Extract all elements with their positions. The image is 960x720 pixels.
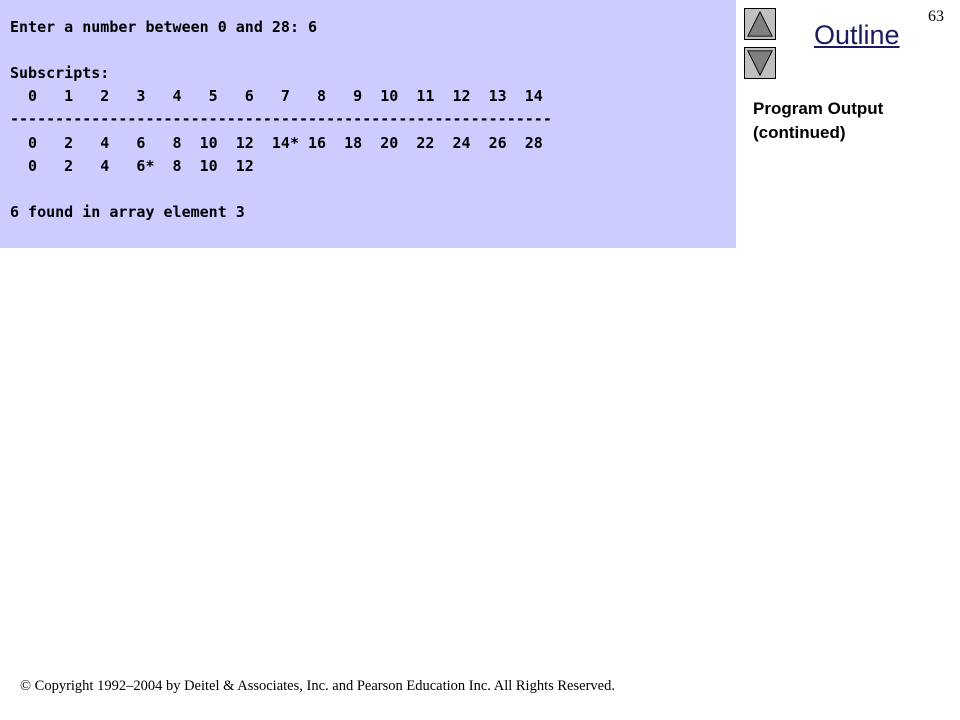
outline-link[interactable]: Outline: [814, 20, 900, 50]
triangle-down-icon: [745, 48, 775, 78]
console-line-result: 6 found in array element 3: [10, 203, 245, 221]
program-output-panel: [0, 0, 736, 248]
section-label: [753, 97, 883, 145]
console-line-subscripts-label: Subscripts:: [10, 64, 110, 82]
console-line-prompt: Enter a number between 0 and 28: 6: [10, 18, 318, 36]
triangle-up-icon: [745, 9, 775, 39]
previous-slide-button[interactable]: [744, 8, 776, 40]
slide-number: 63: [928, 8, 944, 25]
console-line-subscript-indices: 0 1 2 3 4 5 6 7 8 9 10 11 12 13 14: [10, 87, 543, 105]
copyright-notice: © Copyright 1992–2004 by Deitel & Associates, Inc. and Pearson Education Inc. All Rights Reserved.: [20, 678, 615, 694]
console-line-separator: ------------------------------------------------------------: [10, 110, 552, 128]
next-slide-button[interactable]: [744, 47, 776, 79]
section-label-line2: (continued): [753, 123, 846, 142]
console-line-array-values: 0 2 4 6 8 10 12 14* 16 18 20 22 24 26 28: [10, 134, 543, 152]
section-label-line1: Program Output: [753, 99, 884, 118]
console-line-search-pass: 0 2 4 6* 8 10 12: [10, 157, 254, 175]
